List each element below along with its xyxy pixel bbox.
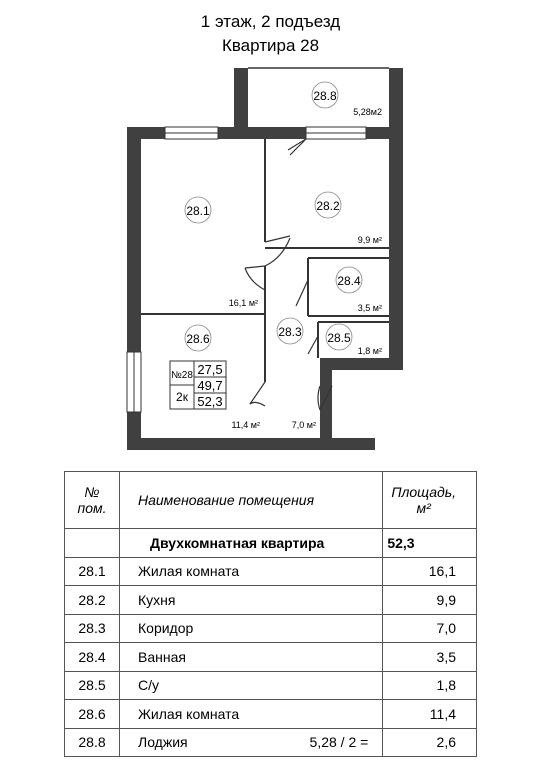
wall-top-left-b — [218, 127, 306, 139]
room-28-8-id: 28.8 — [313, 89, 337, 103]
row-num: 28.2 — [65, 586, 120, 615]
door-kitchen — [265, 236, 290, 242]
row-name: Коридор — [120, 614, 383, 643]
table-row — [65, 557, 477, 586]
floor-entrance-title: 1 этаж, 2 подъезд — [200, 12, 341, 31]
row-area: 3,5 — [383, 643, 477, 672]
table-row — [65, 728, 477, 757]
wall-top-left-a — [127, 127, 165, 139]
room-28-1 — [185, 197, 258, 308]
room-28-5-id: 28.5 — [327, 331, 351, 345]
wall-top-right — [366, 127, 390, 139]
table-row — [65, 643, 477, 672]
room-28-2-area: 9,9 м² — [357, 235, 382, 245]
door-bathroom — [296, 280, 308, 306]
row-name: С/у — [120, 671, 383, 700]
door-wc — [308, 336, 318, 354]
summary-useful-area: 49,7 — [197, 378, 223, 393]
room-28-6-area: 11,4 м² — [231, 420, 260, 430]
row-num: 28.4 — [65, 643, 120, 672]
room-28-4 — [336, 267, 382, 313]
wall-right — [389, 68, 403, 370]
row-area: 9,9 — [383, 586, 477, 615]
row-num: 28.8 — [65, 728, 120, 757]
door-room-6 — [250, 382, 265, 404]
room-28-1-area: 16,1 м² — [228, 298, 258, 308]
room-28-3-id: 28.3 — [278, 325, 302, 339]
row-area: 16,1 — [383, 557, 477, 586]
header-name: Наименование помещения — [120, 472, 383, 529]
total-area: 52,3 — [383, 529, 477, 558]
row-num: 28.5 — [65, 671, 120, 700]
wall-bottom — [127, 438, 375, 450]
room-28-4-area: 3,5 м² — [357, 303, 382, 313]
row-name: Кухня — [120, 586, 383, 615]
table-row — [65, 700, 477, 729]
summary-living-area: 27,5 — [197, 362, 223, 377]
room-28-5-area: 1,8 м² — [357, 346, 382, 356]
row-area: 1,8 — [383, 671, 477, 700]
room-28-4-id: 28.4 — [337, 274, 361, 288]
wall-loggia-left — [234, 68, 248, 139]
row-name: Ванная — [120, 643, 383, 672]
row-area: 7,0 — [383, 614, 477, 643]
door-room-1 — [245, 266, 265, 268]
table-row — [65, 671, 477, 700]
row-name: Жилая комната — [120, 557, 383, 586]
total-name: Двухкомнатная квартира — [120, 529, 383, 558]
room-28-8 — [312, 82, 382, 117]
doors — [245, 139, 332, 410]
wall-corridor-bottom-right — [320, 358, 332, 450]
table-row — [65, 614, 477, 643]
room-28-3-area: 7,0 м² — [291, 420, 316, 430]
table-total-row — [65, 529, 477, 558]
row-num: 28.3 — [65, 614, 120, 643]
wall-left-upper — [127, 127, 141, 352]
row-name: Жилая комната — [120, 700, 383, 729]
summary-total-area: 52,3 — [197, 394, 223, 409]
room-28-1-id: 28.1 — [186, 204, 210, 218]
row-num: 28.6 — [65, 700, 120, 729]
room-28-2-id: 28.2 — [316, 199, 340, 213]
loggia-calc: 5,28 / 2 = — [309, 734, 369, 751]
row-name: Лоджия 5,28 / 2 = — [120, 728, 383, 757]
apartment-title: Квартира 28 — [221, 36, 320, 55]
row-area: 2,6 — [383, 728, 477, 757]
header-num: № пом. — [65, 472, 120, 529]
row-area: 11,4 — [383, 700, 477, 729]
room-28-2 — [315, 192, 382, 245]
room-28-5 — [326, 324, 382, 356]
header-area: Площадь, м² — [383, 472, 477, 529]
room-28-3 — [277, 318, 316, 430]
row-num: 28.1 — [65, 557, 120, 586]
room-28-6-id: 28.6 — [186, 332, 210, 346]
rooms-table — [64, 471, 477, 757]
table-header-row — [65, 472, 477, 529]
interior-walls — [141, 139, 389, 382]
wall-right-notch — [320, 358, 403, 370]
summary-number: №28 — [171, 370, 193, 381]
room-28-8-area: 5,28м2 — [353, 107, 382, 117]
apartment-summary-box — [170, 361, 226, 409]
table-row — [65, 586, 477, 615]
summary-rooms: 2к — [176, 390, 188, 404]
